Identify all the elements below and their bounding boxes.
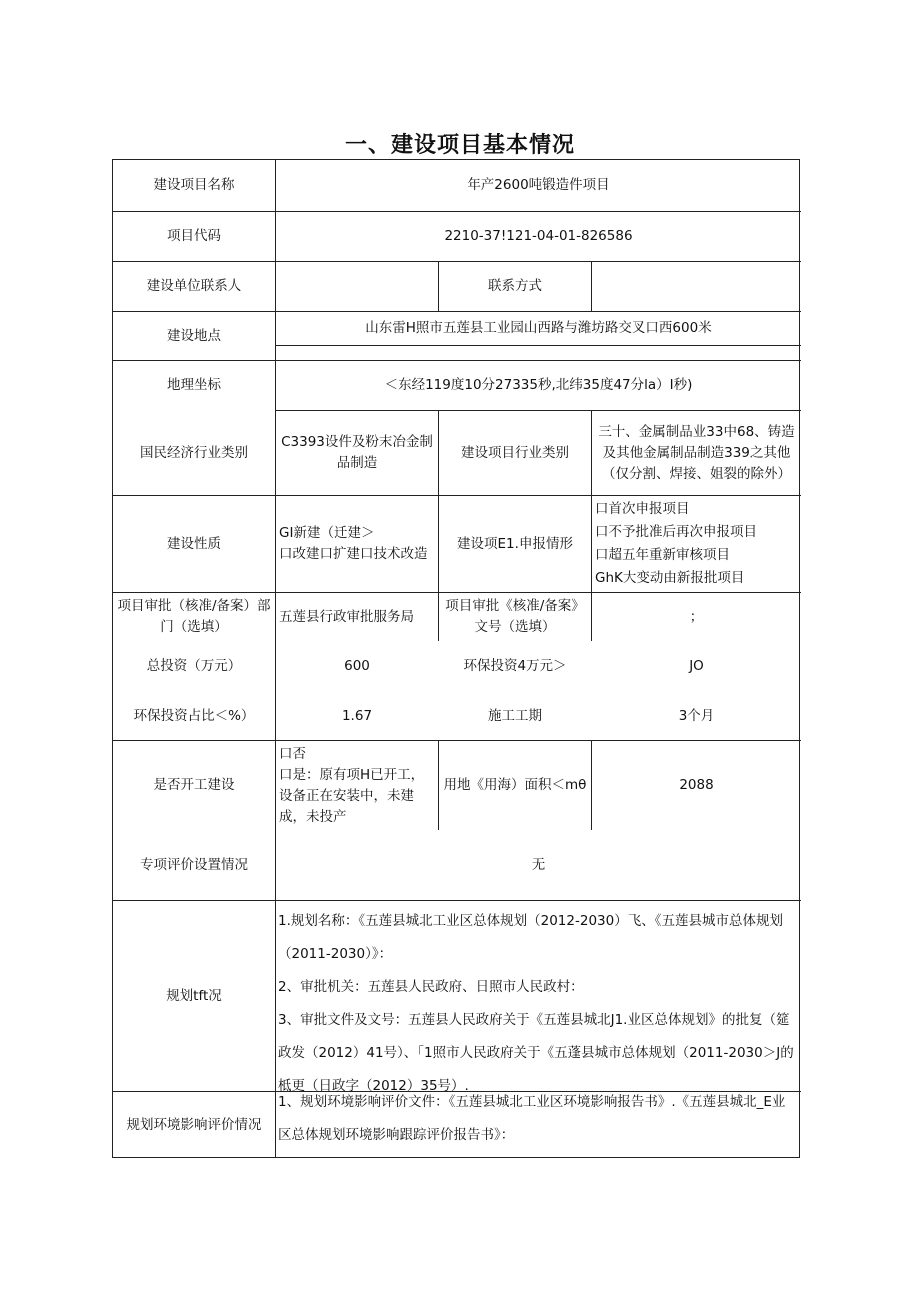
label-project-name: 建设项目名称 [153, 177, 235, 193]
value-project-name: 年产2600吨锻造件项目 [467, 177, 610, 193]
application-option: GhK大变动由新报批项目 [595, 570, 745, 586]
value-application-type [592, 496, 801, 592]
value-coordinates: ＜东经119度10分27335秒,北纬35度47分la）I秒) [384, 377, 693, 393]
label-contact-method: 联系方式 [488, 278, 542, 294]
label-construction-started: 是否开工建设 [153, 777, 235, 793]
label-env-ratio: 环保投资占比＜%） [133, 707, 255, 724]
label-construction-nature: 建设性质 [167, 535, 221, 552]
value-contact-person [276, 262, 438, 311]
value-project-industry: 三十、金属制品业33中68、铸造及其他金属制品制造339之其他（仅分割、焊接、姐裂的除外） [598, 423, 795, 482]
label-location: 建设地点 [167, 327, 221, 344]
value-construction-nature [276, 496, 438, 592]
value-land-area: 2088 [679, 777, 714, 793]
label-env-review: 规划环境影响评价情况 [126, 1116, 262, 1133]
value-approval-number: ； [689, 608, 704, 625]
value-total-investment: 600 [344, 658, 370, 674]
value-location: 山东雷H照市五莲县工业园山西路与潍坊路交叉口西600米 [365, 320, 712, 336]
label-special-evaluation: 专项评价设置情况 [140, 857, 248, 873]
started-option-yes: 口是：原有项H已开工，设备正在安装中，未建成，未投产 [279, 766, 425, 825]
application-option: 口首次申报项目 [595, 501, 690, 517]
value-project-code: 2210-37!121-04-01-826586 [444, 228, 633, 244]
label-approval-department: 项目审批（核准/备案）部门（选填） [117, 598, 271, 635]
label-project-industry: 建设项目行业类别 [461, 444, 569, 461]
label-industry-category: 国民经济行业类别 [140, 444, 248, 461]
planning-item: 2、审批机关：五莲县人民政府、日照市人民政村： [278, 979, 584, 995]
planning-details [278, 905, 798, 1094]
planning-item: 1.规划名称：《五莲县城北工业区总体规划（2012-2030）飞、《五莲县城市总体规划（2011-2030）》： [278, 913, 783, 962]
value-construction-started [276, 741, 438, 830]
project-info-table [112, 159, 800, 1158]
value-env-investment: JO [689, 658, 704, 674]
value-special-evaluation: 无 [531, 857, 546, 873]
value-env-ratio: 1.67 [341, 707, 373, 724]
planning-item: 3、审批文件及文号：五莲县人民政府关于《五莲县城北J1.业区总体规划》的批复（筵政发（2012）41号）、「1照市人民政府关于《五蓬县城市总体规划（2011-2030＞J的柢更（日政字（2012）35号）. [278, 1012, 794, 1094]
label-contact-person: 建设单位联系人 [146, 278, 242, 294]
label-land-area: 用地《用海）面积＜mθ [443, 777, 587, 793]
nature-option: 口改建口扩建口技术改造 [279, 546, 428, 562]
application-option: 口不予批准后再次申报项目 [595, 524, 757, 540]
value-env-review: 1、规划环境影响评价文件：《五莲县城北工业区环境影响报告书》.《五莲县城北_E业区总体规划环境影响跟踪评价报告书》： [278, 1094, 786, 1143]
value-construction-period: 3个月 [678, 707, 715, 724]
value-industry-category: C3393设件及粉末冶金制品制造 [281, 434, 433, 471]
label-total-investment: 总投资（万元） [146, 658, 242, 674]
label-planning: 规划tft况 [166, 987, 222, 1004]
started-option-no: 口否 [279, 745, 306, 762]
page-title: 一、建设项目基本情况 [344, 133, 575, 158]
nature-option: GI新建（迁建＞ [279, 525, 375, 541]
label-approval-number: 项目审批《核准/备案》文号（选填） [445, 598, 585, 635]
application-option: 口超五年重新审核项目 [595, 547, 730, 563]
label-project-code: 项目代码 [167, 228, 221, 244]
value-contact-method [592, 262, 801, 311]
label-application-type: 建设项E1.申报情形 [457, 535, 573, 552]
label-construction-period: 施工工期 [488, 707, 542, 724]
label-coordinates: 地理坐标 [167, 377, 221, 393]
label-env-investment: 环保投资4万元＞ [463, 658, 567, 674]
value-approval-department: 五莲县行政审批服务局 [279, 608, 414, 625]
